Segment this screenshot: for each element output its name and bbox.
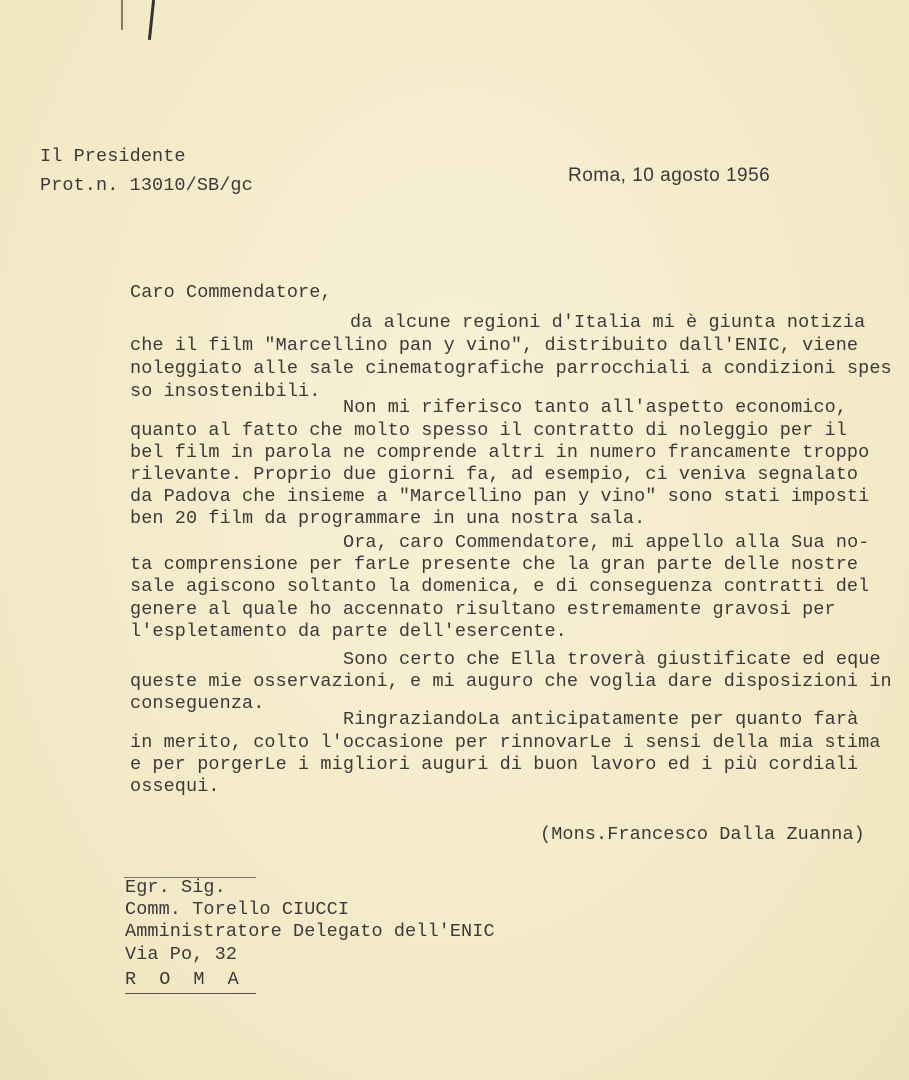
body-line: ta comprensione per farLe presente che la gran parte delle nostre	[130, 554, 859, 575]
body-line: ben 20 film da programmare in una nostra sala.	[130, 508, 646, 529]
body-line: Non mi riferisco tanto all'aspetto economico,	[343, 397, 848, 418]
body-line: so insostenibili.	[130, 381, 321, 402]
body-line: RingraziandoLa anticipatamente per quanto farà	[343, 709, 859, 730]
salutation: Caro Commendatore,	[130, 282, 332, 303]
body-line: conseguenza.	[130, 693, 265, 714]
ink-mark	[148, 0, 155, 40]
sender-title: Il Presidente	[40, 146, 186, 167]
body-line: rilevante. Proprio due giorni fa, ad esempio, ci veniva segnalato	[130, 464, 859, 485]
body-line: quanto al fatto che molto spesso il contratto di noleggio per il	[130, 420, 847, 441]
body-line: Sono certo che Ella troverà giustificate ed eque	[343, 649, 881, 670]
addressee-line: Via Po, 32	[125, 944, 238, 965]
body-line: sale agiscono soltanto la domenica, e di conseguenza contratti del	[130, 576, 870, 597]
body-line: da alcune regioni d'Italia mi è giunta notizia	[350, 312, 866, 333]
addressee-line: Egr. Sig.	[125, 877, 226, 898]
body-line: genere al quale ho accennato risultano estremamente gravosi per	[130, 599, 836, 620]
addressee-line: Comm. Torello CIUCCI	[125, 899, 350, 920]
body-line: l'espletamento da parte dell'esercente.	[130, 621, 567, 642]
body-line: bel film in parola ne comprende altri in numero francamente troppo	[130, 442, 870, 463]
ink-mark	[121, 0, 123, 30]
body-line: in merito, colto l'occasione per rinnovarLe i sensi della mia stima	[130, 732, 881, 753]
body-line: queste mie osservazioni, e mi auguro che voglia dare disposizioni in	[130, 671, 892, 692]
body-line: ossequi.	[130, 776, 220, 797]
addressee-city: R O M A	[125, 969, 256, 994]
body-line: e per porgerLe i migliori auguri di buon lavoro ed i più cordiali	[130, 754, 859, 775]
addressee-line: Amministratore Delegato dell'ENIC	[125, 921, 495, 942]
signature: (Mons.Francesco Dalla Zuanna)	[540, 824, 865, 845]
body-line: da Padova che insieme a "Marcellino pan y vino" sono stati imposti	[130, 486, 870, 507]
body-line: Ora, caro Commendatore, mi appello alla Sua no-	[343, 532, 870, 553]
place-date: Roma, 10 agosto 1956	[568, 165, 771, 186]
protocol-number: Prot.n. 13010/SB/gc	[40, 175, 253, 196]
body-line: che il film "Marcellino pan y vino", distribuito dall'ENIC, viene	[130, 335, 859, 356]
body-line: noleggiato alle sale cinematografiche parrocchiali a condizioni spes	[130, 358, 892, 379]
